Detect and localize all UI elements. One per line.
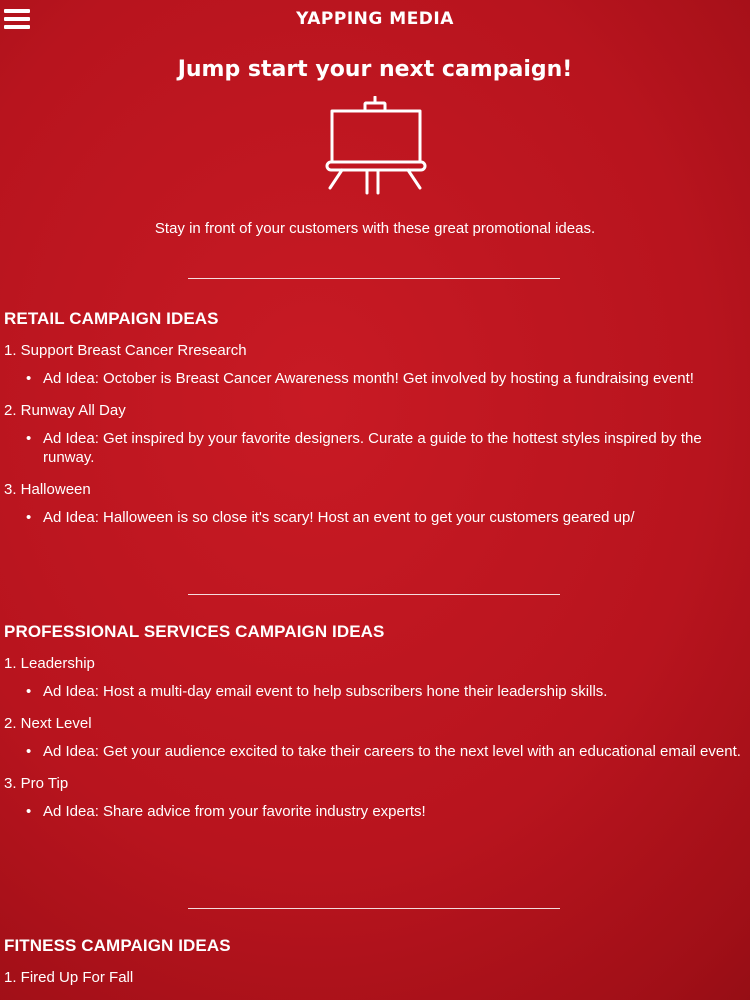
section-heading: RETAIL CAMPAIGN IDEAS — [4, 309, 219, 328]
section-heading: FITNESS CAMPAIGN IDEAS — [4, 936, 231, 955]
section-retail — [4, 309, 744, 540]
ad-idea-text: Ad Idea: Host a multi-day email event to help subscribers hone their leadership skills. — [43, 683, 608, 700]
section-divider — [188, 908, 560, 909]
section-heading: PROFESSIONAL SERVICES CAMPAIGN IDEAS — [4, 622, 385, 641]
bullet-icon: • — [26, 370, 32, 387]
bullet-icon: • — [26, 803, 32, 820]
section-professional-services — [4, 622, 744, 834]
item-title: 1. Support Breast Cancer Rresearch — [4, 342, 247, 359]
hero-title: Jump start your next campaign! — [177, 57, 573, 82]
ad-idea — [4, 369, 744, 388]
list-item — [4, 341, 744, 388]
ad-idea-text: Ad Idea: Share advice from your favorite industry experts! — [43, 803, 426, 820]
list-item — [4, 401, 744, 467]
section-divider — [188, 278, 560, 279]
list-item — [4, 774, 744, 821]
ad-idea — [4, 682, 744, 701]
ad-idea-text: Ad Idea: Get your audience excited to take their careers to the next level with an educational email event. — [43, 743, 741, 760]
ad-idea — [4, 429, 744, 467]
section-fitness — [4, 936, 744, 996]
intro-text: Stay in front of your customers with these great promotional ideas. — [154, 220, 596, 237]
easel-presentation-board-icon — [325, 96, 427, 198]
item-title: 3. Pro Tip — [4, 775, 69, 792]
ad-idea — [4, 802, 744, 821]
bullet-icon: • — [26, 743, 32, 760]
ad-idea-text: Ad Idea: October is Breast Cancer Awareness month! Get involved by hosting a fundraising event! — [43, 370, 694, 387]
section-divider — [188, 594, 560, 595]
ad-idea — [4, 742, 744, 761]
ad-idea-text: Ad Idea: Get inspired by your favorite designers. Curate a guide to the hottest styles inspired by the runway. — [43, 430, 702, 466]
top-bar — [0, 0, 750, 40]
brand-title[interactable]: YAPPING MEDIA — [296, 9, 454, 29]
item-title: 1. Leadership — [4, 655, 95, 672]
item-title: 2. Runway All Day — [4, 402, 126, 419]
list-item — [4, 968, 744, 988]
list-item — [4, 714, 744, 761]
bullet-icon: • — [26, 430, 32, 447]
list-item — [4, 654, 744, 701]
item-title: 1. Fired Up For Fall — [4, 969, 134, 986]
bullet-icon: • — [26, 683, 32, 700]
list-item — [4, 480, 744, 527]
bullet-icon: • — [26, 509, 32, 526]
item-title: 2. Next Level — [4, 715, 92, 732]
ad-idea-text: Ad Idea: Halloween is so close it's scary! Host an event to get your customers geared up/ — [43, 509, 635, 526]
ad-idea — [4, 508, 744, 527]
item-title: 3. Halloween — [4, 481, 91, 498]
